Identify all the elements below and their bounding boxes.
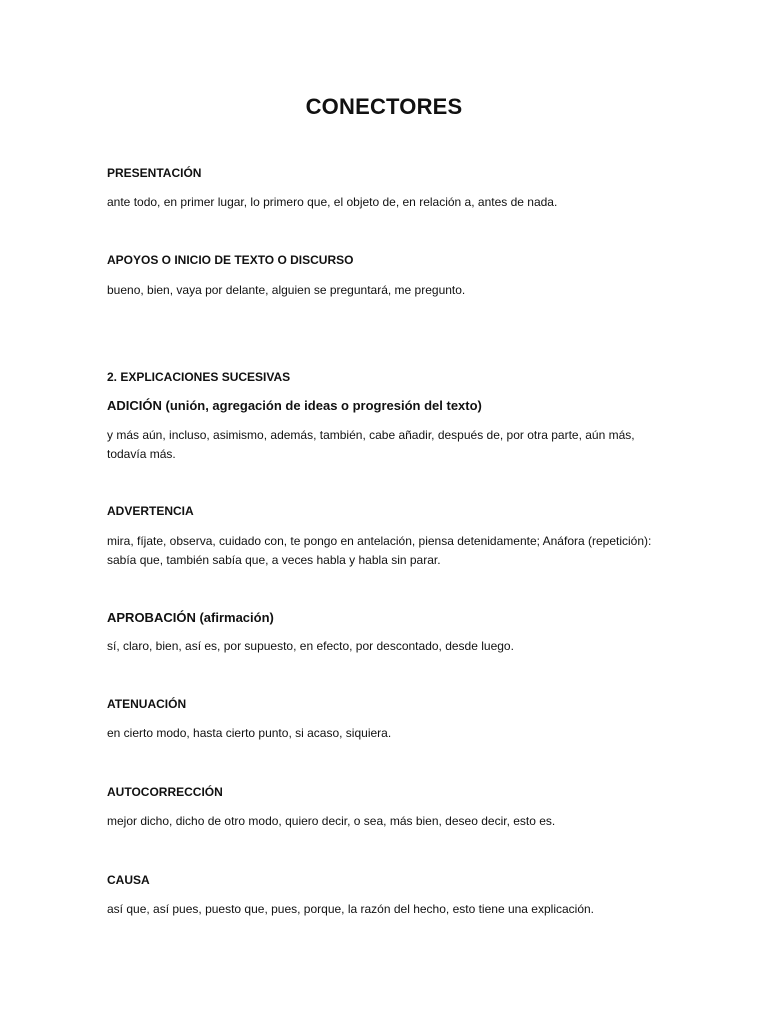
section-body-advertencia: mira, fíjate, observa, cuidado con, te pongo en antelación, piensa detenidamente; Anáfora (repetición): sabía que, también sabía que, a veces habla y habla sin parar. [107, 534, 652, 567]
section-heading-autocorreccion: AUTOCORRECCIÓN [107, 785, 223, 799]
page-title: CONECTORES [305, 94, 463, 119]
section-body-adicion: y más aún, incluso, asimismo, además, también, cabe añadir, después de, por otra parte, aún más, todavía más. [107, 428, 635, 461]
section-heading-apoyos: APOYOS O INICIO DE TEXTO O DISCURSO [107, 253, 354, 267]
section-heading-presentacion: PRESENTACIÓN [107, 166, 202, 180]
section-body-autocorreccion: mejor dicho, dicho de otro modo, quiero decir, o sea, más bien, deseo decir, esto es. [107, 814, 556, 828]
section-heading-aprobacion: APROBACIÓN (afirmación) [107, 610, 274, 625]
section-body-apoyos: bueno, bien, vaya por delante, alguien se preguntará, me pregunto. [107, 283, 466, 297]
section-body-atenuacion: en cierto modo, hasta cierto punto, si acaso, siquiera. [107, 726, 392, 740]
section-heading-causa: CAUSA [107, 873, 150, 887]
section-body-causa: así que, así pues, puesto que, pues, porque, la razón del hecho, esto tiene una explicación. [107, 902, 595, 916]
section-heading-explicaciones: 2. EXPLICACIONES SUCESIVAS [107, 370, 291, 384]
section-heading-atenuacion: ATENUACIÓN [107, 697, 187, 711]
section-heading-advertencia: ADVERTENCIA [107, 504, 194, 518]
section-subheading-adicion: ADICIÓN (unión, agregación de ideas o progresión del texto) [107, 398, 482, 413]
section-body-presentacion: ante todo, en primer lugar, lo primero que, el objeto de, en relación a, antes de nada. [107, 195, 558, 209]
section-body-aprobacion: sí, claro, bien, así es, por supuesto, en efecto, por descontado, desde luego. [107, 639, 514, 653]
